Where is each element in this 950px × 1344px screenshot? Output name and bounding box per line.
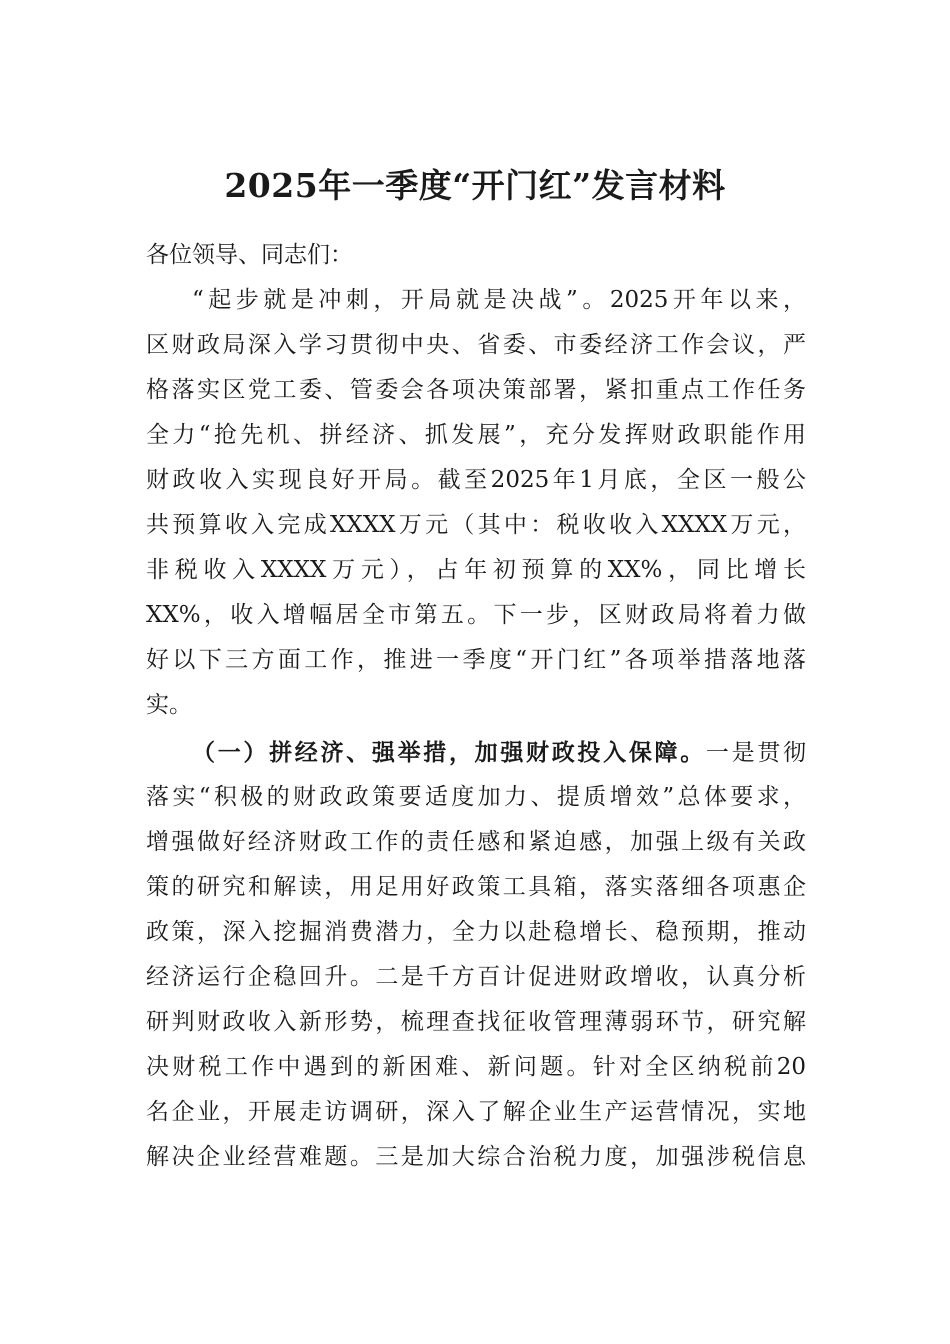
section1-first-line	[146, 730, 806, 775]
section1-line: 政策，深入挖掘消费潜力，全力以赴稳增长、稳预期，推动	[146, 919, 806, 945]
intro-line: 实。	[146, 692, 192, 718]
intro-line: XX%，收入增幅居全市第五。下一步，区财政局将着力做	[146, 602, 806, 628]
section1-line: 解决企业经营难题。三是加大综合治税力度，加强涉税信息	[146, 1144, 806, 1170]
intro-line: “起步就是冲刺，开局就是决战”。2025开年以来，	[192, 287, 806, 313]
section1-line: 策的研究和解读，用足用好政策工具箱，落实落细各项惠企	[146, 874, 806, 900]
intro-line: 财政收入实现良好开局。截至2025年1月底，全区一般公	[146, 467, 806, 493]
section1-line: 决财税工作中遇到的新困难、新问题。针对全区纳税前20	[146, 1054, 806, 1080]
intro-line: 区财政局深入学习贯彻中央、省委、市委经济工作会议，严	[146, 332, 806, 358]
section1-first-line-rest: 一是贯彻	[705, 740, 807, 766]
intro-line: 全力“抢先机、拼经济、抓发展”，充分发挥财政职能作用	[146, 422, 806, 448]
intro-line: 非税收入XXXX万元），占年初预算的XX%，同比增长	[146, 557, 806, 583]
intro-line: 共预算收入完成XXXX万元（其中：税收收入XXXX万元，	[146, 512, 806, 538]
intro-line: 格落实区党工委、管委会各项决策部署，紧扣重点工作任务	[146, 377, 806, 403]
document-title: 2025年一季度“开门红”发言材料	[224, 166, 726, 205]
section1-line: 研判财政收入新形势，梳理查找征收管理薄弱环节，研究解	[146, 1009, 806, 1035]
section1-heading: （一）拼经济、强举措，加强财政投入保障。	[192, 739, 706, 766]
document-body	[146, 233, 806, 1180]
salutation: 各位领导、同志们：	[146, 242, 353, 268]
section1-line: 经济运行企稳回升。二是千方百计促进财政增收，认真分析	[146, 964, 806, 990]
section1-line: 落实“积极的财政政策要适度加力、提质增效”总体要求，	[146, 784, 806, 810]
intro-line: 好以下三方面工作，推进一季度“开门红”各项举措落地落	[146, 647, 806, 673]
section1-line: 增强做好经济财政工作的责任感和紧迫感，加强上级有关政	[146, 829, 806, 855]
section1-line: 名企业，开展走访调研，深入了解企业生产运营情况，实地	[146, 1099, 806, 1125]
